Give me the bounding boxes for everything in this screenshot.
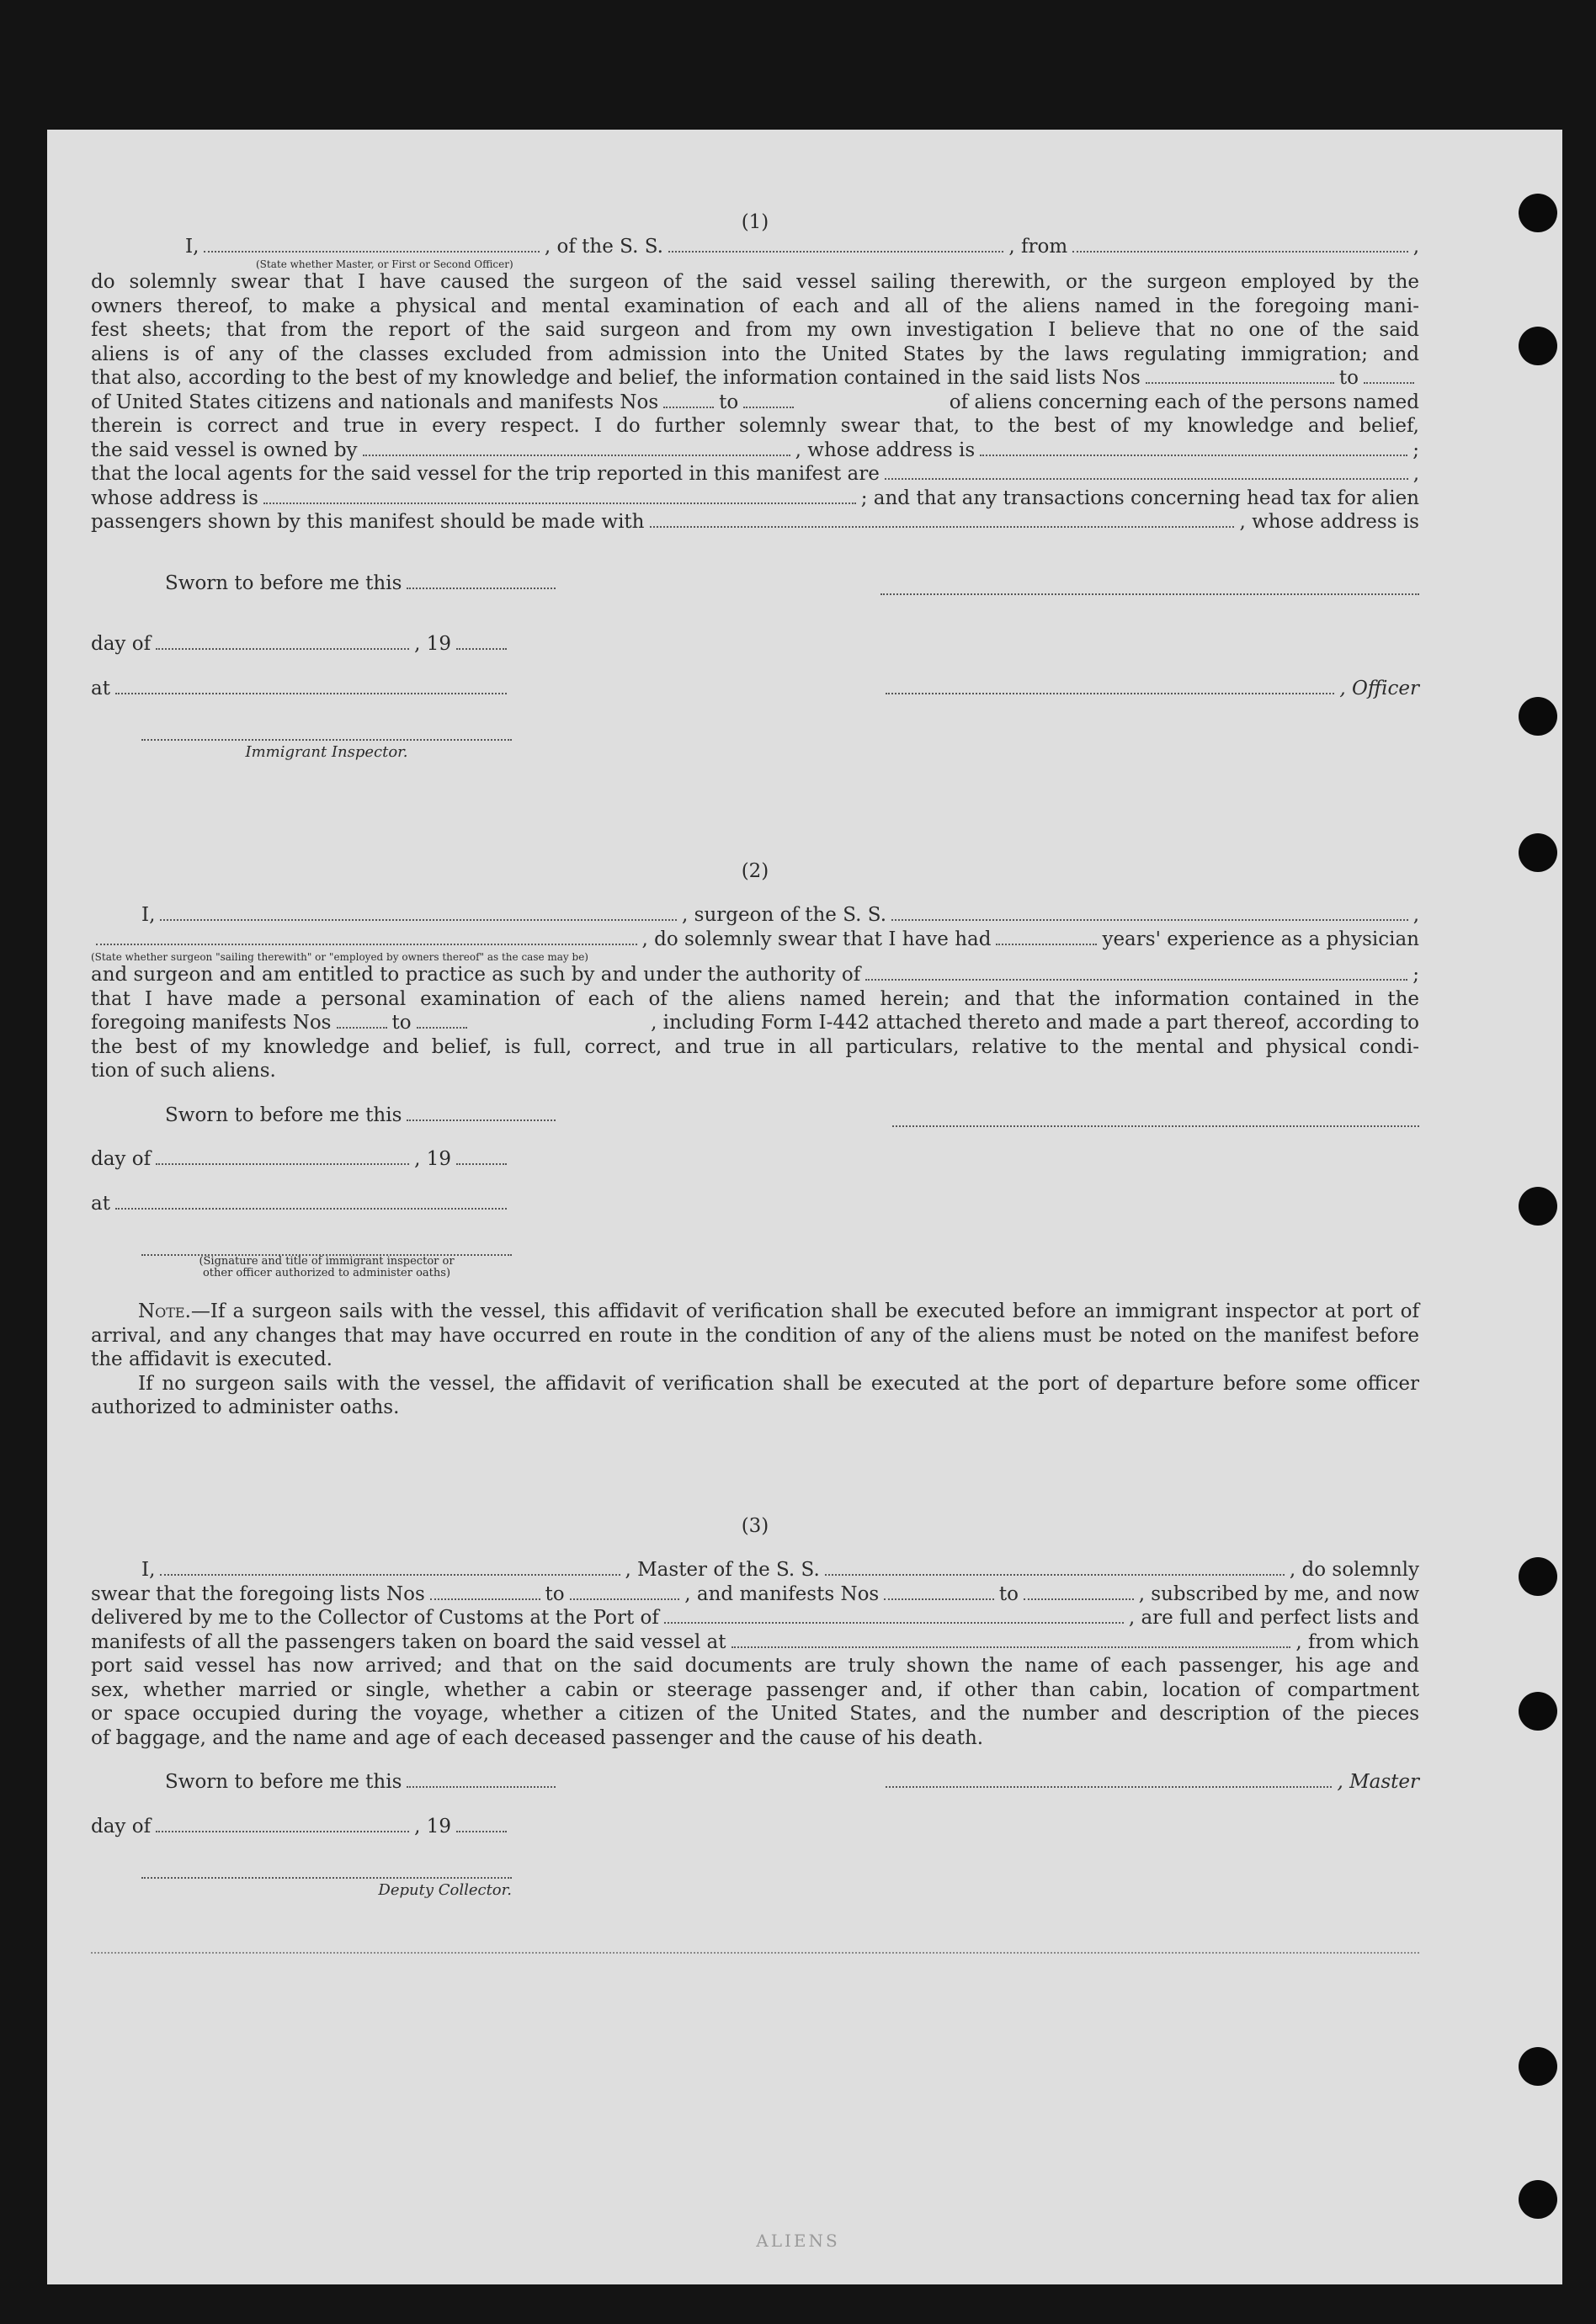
section-2-number: (2) [741,859,769,882]
punch-hole [1519,194,1557,232]
s2-officer-signature-line[interactable] [141,1236,512,1256]
s2-manifests-from-field[interactable] [337,1012,387,1029]
bottom-divider [91,1952,1419,1954]
departure-port-field[interactable] [732,1631,1291,1648]
officer-rank-field[interactable] [204,236,539,253]
note-label: Note. [138,1300,191,1322]
port-from-field[interactable] [1072,236,1407,253]
form-content: (1) I, , of the S. S. , from , (State whether Master, or First or Second Officer) do solemnly swear that I have caused the surgeon of the said vessel sailing therewith, or the surgeon employed by the owners thereof, to make a physical and mental examination of each and all of the aliens named in the foregoing mani- fest sheets; that from the report of the said surgeon and from my own investigation I believe that no one of the said aliens is of any of the classes excluded from admission into the United States by the laws regulating immigration; and that also, according to the best of my knowledge and belief, the information contained in the said lists Nos to of United States citizens and nationals and manifests Nos to of aliens concerning each of the persons named therein is correct and true in every respect. I do further solemnly swear that, to the best of my knowledge and belief, the said vessel is owned by , whose address is ; that the local agents for the said vessel for the trip reported in this manifest are , whose address is ; and that any transactions concerning head tax for alien passengers shown by this manifest should be made with , whose address is Sworn to before me this day of , 19 at , Officer Immigrant Inspector. (2) I, , surgeon of the S. S. , , do solemnly swear that I have had years' experience as a physician (State whether surgeon "sailing therewith" or "employed by owners thereof" as the case may be) and surgeon and am entitled to practice as such by and under the authority of ; that I have made a personal examination of each of the aliens named herein; and that the information contained in the foregoing manifests Nos to , including Form I-442 attached thereto and made a part thereof, according to the best of my knowledge and belief, is full, correct, and true in all particulars, relative to the mental and physical condi- tion of such aliens. Sworn to before me this day of , 19 at (Signature and title of immigrant inspector or other officer authorized to administer oaths) Note.—If a surgeon sails with the vessel, this affidavit of verification shall be executed before an immigrant inspector at port of arrival, and any changes that may have occurred en route in the condition of any of the aliens must be noted on the manifest before the affidavit is executed. If no surgeon sails with the vessel, the affidavit of verification shall be executed at the port of departure before some officer authorized to administer oaths. (3) I, , Master of the S. S. , do solemnly swear that the foregoing lists Nos to , and manifests Nos to , subscribed by me, and now delivered by me to the Collector of Customs at the Port of , are full and perfect lists and manifests of all the passengers taken on board the said vessel at , from which port said vessel has now arrived; and that on the said documents are truly shown the name of each passenger, his age and sex, whether married or single, whether a cabin or steerage passenger and, if other than cabin, location of compartment or space occupied during the voyage, whether a citizen of the United States, and the number and description of the pieces of baggage, and the name and age of each deceased passenger and the cause of his death. Sworn to before me this , Master day of , 19 Deputy Collector. [91,210,1419,1954]
punch-hole [1519,1692,1557,1731]
lists-to-field[interactable] [1364,367,1414,384]
note-paragraph: Note.—If a surgeon sails with the vessel, this affidavit of verification shall be executed before an immigrant inspector at port of arrival, and any changes that may have occurred en route in the condition of any of the aliens must be noted on the manifest before the affidavit is executed. [91,1300,1419,1370]
s2-sub-caption: (State whether surgeon "sailing therewith" or "employed by owners thereof" as the case may be) [91,951,588,963]
s3-lists-from-field[interactable] [430,1583,540,1600]
section-3-number: (3) [741,1514,769,1537]
s3-vessel-field[interactable] [825,1559,1285,1576]
inspector-caption: Immigrant Inspector. [245,743,408,761]
years-experience-field[interactable] [996,928,1097,945]
head-tax-contact-field[interactable] [650,511,1235,528]
s3-manifests-from-field[interactable] [884,1583,994,1600]
lists-from-field[interactable] [1146,367,1334,384]
section-1-number: (1) [741,211,769,233]
port-field[interactable] [664,1607,1124,1624]
deputy-signature-line[interactable] [141,1859,512,1879]
note-paragraph-2: If no surgeon sails with the vessel, the affidavit of verification shall be executed at the port of departure before some officer authorized to administer oaths. [91,1372,1419,1418]
s3-sworn-year-field[interactable] [456,1816,507,1832]
agents-address-field[interactable] [263,487,856,504]
manifests-from-field[interactable] [663,391,714,408]
s2-manifests-to-field[interactable] [417,1012,467,1029]
authority-field[interactable] [865,964,1407,981]
s3-sworn-month-field[interactable] [156,1816,409,1832]
s1-sub-caption: (State whether Master, or First or Second Officer) [256,258,513,270]
punch-hole [1519,2180,1557,2219]
sworn-place-field[interactable] [115,678,507,694]
inspector-signature-line[interactable] [141,721,512,741]
vessel-name-field[interactable] [668,236,1003,253]
sworn-year-field[interactable] [456,633,507,650]
s3-sworn-day-field[interactable] [407,1771,556,1788]
owner-address-field[interactable] [980,439,1407,456]
sworn-month-field[interactable] [156,633,409,650]
officer-label: , Officer [1339,677,1419,699]
sworn-day-field[interactable] [407,572,556,589]
s2-sworn-day-field[interactable] [407,1104,556,1121]
s2-sworn-year-field[interactable] [456,1148,507,1165]
deputy-caption: Deputy Collector. [378,1881,512,1899]
local-agents-field[interactable] [885,463,1408,480]
officer-signature-field[interactable] [886,678,1334,694]
master-signature-field[interactable] [886,1771,1332,1788]
punch-hole [1519,1187,1557,1226]
s3-lists-to-field[interactable] [570,1583,680,1600]
punch-hole [1519,2047,1557,2086]
s3-manifests-to-field[interactable] [1024,1583,1134,1600]
owner-field[interactable] [363,439,790,456]
punch-hole [1519,327,1557,365]
s2-signature-line[interactable] [892,1107,1419,1127]
punch-hole [1519,697,1557,736]
punch-hole [1519,1557,1557,1596]
punch-hole [1519,833,1557,872]
surgeon-vessel-field[interactable] [891,904,1408,921]
s1-line-1: I, , of the S. S. , from , [185,235,1419,258]
master-label: , Master [1337,1771,1419,1793]
manifests-to-field[interactable] [743,391,794,408]
signature-line[interactable] [880,575,1419,595]
master-name-field[interactable] [160,1559,620,1576]
surgeon-name-field[interactable] [160,904,677,921]
footer-watermark: ALIENS [756,2231,840,2251]
surgeon-status-field[interactable] [96,928,637,945]
s2-sworn-place-field[interactable] [115,1193,507,1210]
s2-sworn-month-field[interactable] [156,1148,409,1165]
